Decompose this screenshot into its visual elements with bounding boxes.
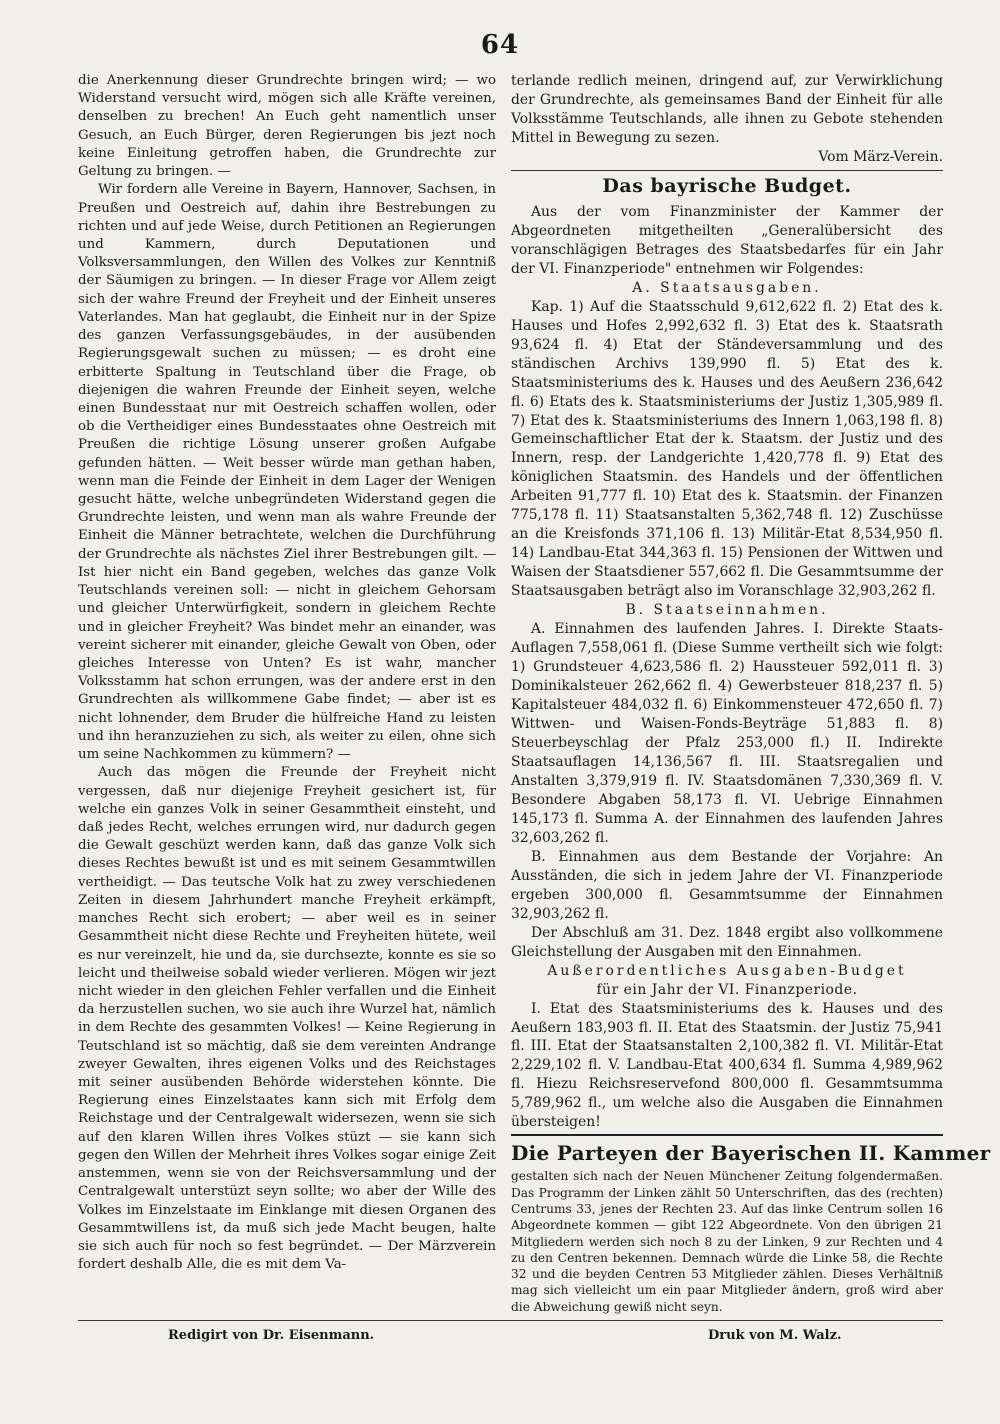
extra-budget-heading: Außerordentliches Ausgaben-Budget bbox=[547, 962, 907, 979]
section-divider bbox=[511, 170, 943, 171]
signature-maerz-verein: Vom März-Verein. bbox=[818, 148, 943, 165]
closing-statement: Der Abschluß am 31. Dez. 1848 ergibt also vollkommene Gleichstellung der Ausgaben mit den Einnahmen. bbox=[511, 924, 943, 960]
income-previous-years: B. Einnahmen aus dem Bestande der Vorjahre: An Ausständen, die sich in jedem Jahre der VI. Finanzperiode ergeben 300,000 fl. Gesammtsumme der Einnahmen 32,903,262 fl. bbox=[511, 848, 943, 922]
paragraph-continuation: terlande redlich meinen, dringend auf, zur Verwirklichung der Grundrechte, als gemeinsames Band der Einheit für alle Volksstämme Teutschlands, alle ihnen zu Gebote stehenden Mittel in Bewegung zu sezen. bbox=[511, 73, 943, 146]
right-column bbox=[511, 72, 991, 1315]
income-list: A. Einnahmen des laufenden Jahres. I. Direkte Staats-Auflagen 7,558,061 fl. (Diese Summe vertheilt sich wie folgt: 1) Grundsteuer 4,623,586 fl. 2) Haussteuer 592,011 fl. 3) Dominikalsteuer 262,662 fl. 4) Gewerbsteuer 818,237 fl. 5) Kapitalsteuer 484,032 fl. 6) Einkommensteuer 472,650 fl. 7) Wittwen- und Waisen-Fonds-Beyträge 51,883 fl. 8) Steuerbeyschlag der Pfalz 253,000 fl.) II. Indirekte Staatsauflagen 14,136,567 fl. III. Staatsregalien und Anstalten 3,379,919 fl. IV. Staatsdomänen 7,330,369 fl. V. Besondere Abgaben 58,173 fl. VI. Uebrige Einnahmen 145,173 fl. Summa A. der Einnahmen des laufenden Jahres 32,603,262 fl. bbox=[511, 621, 943, 846]
budget-intro: Aus der vom Finanzminister der Kammer der Abgeordneten mitgetheilten „Generalübersicht des voranschlägigen Betrages des Staatsbedarfes für ein Jahr der VI. Finanzperiode" entnehmen wir Folgendes: bbox=[511, 203, 943, 277]
footer-printer: Druk von M. Walz. bbox=[708, 1328, 842, 1343]
footer-rule bbox=[78, 1320, 943, 1321]
expenses-list: Kap. 1) Auf die Staatsschuld 9,612,622 fl. 2) Etat des k. Hauses und Hofes 2,992,632 fl. 3) Etat des k. Staatsrath 93,624 fl. 4) Etat der Ständeversammlung und des ständischen Archivs 139,990 fl. 5) Etat des k. Staatsministeriums des k. Hauses und des Aeußern 236,642 fl. 6) Etats des k. Staatsministeriums der Justiz 1,305,989 fl. 7) Etat des k. Staatsministeriums des Innern 1,063,198 fl. 8) Gemeinschaftlicher Etat der k. Staatsm. der Justiz und des Innern, resp. der Landgerichte 1,420,778 fl. 9) Etat des königlichen Staatsmin. des Handels und der öffentlichen Arbeiten 91,777 fl. 10) Etat des k. Staatsmin. der Finanzen 775,178 fl. 11) Staatsanstalten 5,362,748 fl. 12) Zuschüsse an die Kreisfonds 371,106 fl. 13) Militär-Etat 8,534,950 fl. 14) Landbau-Etat 344,363 fl. 15) Pensionen der Wittwen und Waisen der Staatsdiener 557,662 fl. Die Gesammtsumme der Staatsausgaben beträgt also im Voranschlage 32,903,262 fl. bbox=[511, 298, 943, 600]
parties-text: gestalten sich nach der Neuen Münchener Zeitung folgendermaßen. Das Programm der Linken zählt 50 Unterschriften, das des (rechten) Centrums 33, jenes der Rechten 23. Auf das linke Centrum sollen 16 Abgeordnete kommen — gibt 122 Abgeordnete. Von den übrigen 21 Mitgliedern werden sich noch 8 zu der Linken, 9 zur Rechten und 4 zu den Centren bekennen. Demnach würde die Linke 58, die Rechte 32 und die beyden Centren 53 Mitglieder zählen. Dieses Verhältniß mag sich vielleicht um ein paar Mitglieder ändern, groß wird aber die Abweichung gewiß nicht seyn. bbox=[511, 1169, 943, 1314]
page-number: 64 bbox=[480, 30, 520, 60]
budget-heading: Das bayrische Budget. bbox=[602, 174, 852, 197]
section-divider-parties bbox=[511, 1134, 943, 1136]
paragraph-vereine: Wir fordern alle Vereine in Bayern, Hannover, Sachsen, in Preußen und Oestreich auf, dahin ihre Bestrebungen zu richten und auf jede Weise, durch Petitionen an Regierungen und Kammern, durch Deputationen und Volksversammlungen, den Willen des Volkes zur Kenntniß der Säumigen zu bringen. — In dieser Frage vor Allem zeigt sich der wahre Freund der Freyheit und der Einheit unseres Vaterlandes. Man hat geglaubt, die Einheit nur in der Spize des ganzen Verfassungsgebäudes, in der ausübenden Regierungsgewalt suchen zu müssen; — es droht eine erbitterte Spaltung in Teutschland über die Frage, ob diejenigen die wahren Freunde der Einheit seyen, welche einen Bundesstaat nur mit Oestreich schaffen wollen, oder ob die Vertheidiger eines Bundesstaates ohne Oestreich mit Preußen die richtige Lösung unserer großen Aufgabe gefunden hätten. — Weit besser würde man gethan haben, wenn man die Feinde der Einheit in dem Lager der Wenigen gesucht hätte, welche unbegründeten Widerstand gegen die Grundrechte leisten, und wenn man als wahre Freunde der Einheit die Männer betrachtete, welchen die Durchführung der Grundrechte als nächstes Ziel ihrer Bestrebungen gilt. — Ist hier nicht ein Band gegeben, welches das ganze Volk Teutschlands vereinen soll: — nicht in gleichem Gehorsam und gleicher Unterwürfigkeit, sondern in gleichem Rechte und in gleicher Freyheit? Was bindet mehr an einander, was vereint sicherer mit einander, gleiche Gewalt von Oben, oder gleiches Interesse von Unten? Es ist wahr, mancher Volksstamm hat schon errungen, was der andere erst in den Grundrechten als willkommene Gabe findet; — aber ist es nicht lohnender, dem Bruder die hülfreiche Hand zu leisten und ihn heranzuziehen zu sich, als weiter zu eilen, ohne sich um seine Nachkommen zu kümmern? — bbox=[78, 182, 496, 763]
left-column bbox=[78, 72, 496, 1274]
parties-heading: Die Parteyen der Bayerischen II. Kammer bbox=[511, 1141, 991, 1166]
section-a-heading: A. Staatsausgaben. bbox=[632, 279, 822, 296]
section-b-heading: B. Staatseinnahmen. bbox=[625, 602, 829, 619]
footer-editor: Redigirt von Dr. Eisenmann. bbox=[168, 1328, 375, 1343]
extra-budget-list: I. Etat des Staatsministeriums des k. Hauses und des Aeußern 183,903 fl. II. Etat des Staatsmin. der Justiz 75,941 fl. III. Etat der Staatsanstalten 2,100,382 fl. VI. Militär-Etat 2,229,102 fl. V. Landbau-Etat 400,634 fl. Summa 4,989,962 fl. Hiezu Reichsreservefond 800,000 fl. Gesammtsumma 5,789,962 fl., um welche also die Ausgaben die Einnahmen übersteigen! bbox=[511, 1000, 943, 1131]
paragraph-freyheit: Auch das mögen die Freunde der Freyheit nicht vergessen, daß nur diejenige Freyheit gesichert ist, für welche ein ganzes Volk in seiner Gesammtheit einsteht, und daß jedes Recht, welches errungen wird, nur dadurch gegen die Gewalt geschüzt werden kann, daß das ganze Volk sich dieses Rechtes bewußt ist und es mit seinem Gesammtwillen vertheidigt. — Das teutsche Volk hat zu zwey verschiedenen Zeiten in diesem Jahrhundert manche Freyheit erkämpft, manches Recht sich erobert; — aber weil es in seiner Gesammtheit nicht diese Rechte und Freyheiten hütete, weil es nur vereinzelt, hie und da, sie durchsezte, konnte es sie so leicht und theilweise sobald wieder verlieren. Mögen wir jezt nicht wieder in den gleichen Fehler verfallen und die Einheit da herzustellen suchen, wo sie auch ihre Wurzel hat, nämlich in dem Rechte des gesammten Volkes! — Keine Regierung in Teutschland ist so mächtig, daß sie dem vereinten Andrange zweyer Gewalten, ihres eigenen Volks und des Reichstages mit seiner ausübenden Behörde widerstehen könnte. Die Regierung eines Einzelstaates kann sich mit Erfolg dem Reichstage und der Centralgewalt widersezen, wenn sie sich auf den klaren Willen ihres Volkes stüzt — sie kann sich gegen den Willen der Mehrheit ihres Volkes sogar einige Zeit anstemmen, wenn sie von der Reichsversammlung und der Centralgewalt unterstüzt seyn sollte; wo aber der Wille des Volkes im Einzelstaate im Einklange mit diesen Organen des Gesammtwillens ist, da muß sich jede Macht beugen, halte sie sich auch für noch so fest begründet. — Der Märzverein fordert deshalb Alle, die es mit dem Va- bbox=[78, 765, 496, 1273]
paragraph-grundrechte-intro: die Anerkennung dieser Grundrechte bringen wird; — wo Widerstand versucht wird, mögen sich alle Kräfte vereinen, denselben zu brechen! An Euch geht namentlich unser Gesuch, an Euch Bürger, deren Regierungen bis jezt noch keine Einleitung getroffen haben, die Grundrechte zur Geltung zu bringen. — bbox=[78, 73, 496, 180]
extra-budget-subheading: für ein Jahr der VI. Finanzperiode. bbox=[596, 981, 858, 998]
